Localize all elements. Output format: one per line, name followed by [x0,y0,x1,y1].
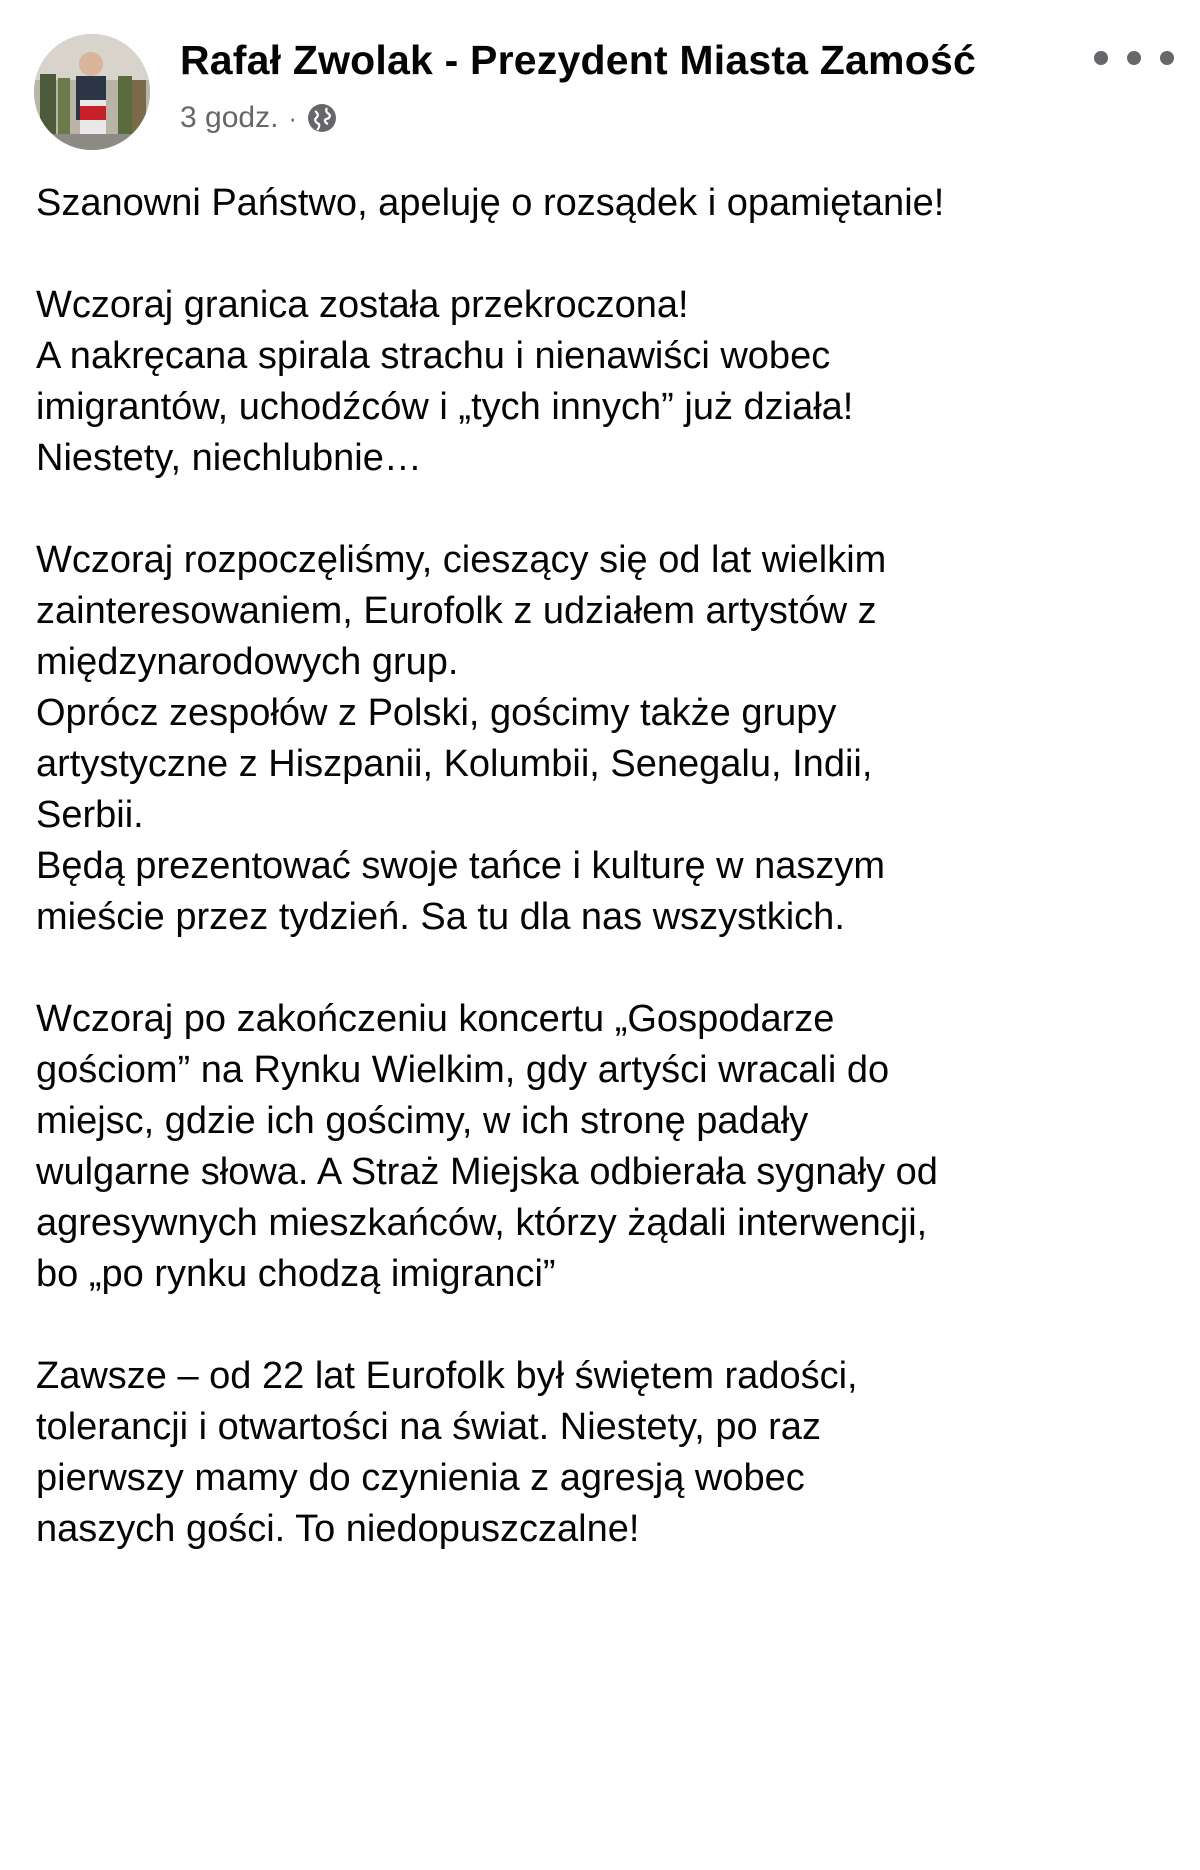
post-paragraph [36,535,1176,943]
text-line: zainteresowaniem, Eurofolk z udziałem artystów z [36,590,877,632]
globe-icon[interactable] [307,103,337,133]
text-line: Zawsze – od 22 lat Eurofolk był świętem radości, [36,1355,858,1397]
text-line: artystyczne z Hiszpanii, Kolumbii, Senegalu, Indii, [36,743,873,785]
text-line: imigrantów, uchodźców i „tych innych” już działa! [36,386,854,428]
post-header [34,30,1174,158]
text-line: pierwszy mamy do czynienia z agresją wobec [36,1457,805,1499]
text-line: Oprócz zespołów z Polski, gościmy także grupy [36,692,837,734]
post-time[interactable]: 3 godz. [180,101,279,134]
text-line: Wczoraj rozpoczęliśmy, cieszący się od lat wielkim [36,539,887,581]
text-line: Będą prezentować swoje tańce i kulturę w naszym [36,845,886,887]
post-paragraph [36,178,1176,229]
post-paragraph [36,1351,1176,1555]
text-line: Serbii. [36,794,144,836]
text-line: naszych gości. To niedopuszczalne! [36,1508,640,1550]
more-horizontal-icon [1127,51,1141,65]
more-options-button[interactable] [1094,40,1174,76]
text-line: Szanowni Państwo, apeluję o rozsądek i opamiętanie! [36,182,945,224]
text-line: tolerancji i otwartości na świat. Niestety, po raz [36,1406,821,1448]
more-horizontal-icon [1094,51,1108,65]
meta-separator: · [288,102,298,133]
text-line: A nakręcana spirala strachu i nienawiści wobec [36,335,831,377]
post-meta [180,96,337,140]
text-line: agresywnych mieszkańców, którzy żądali interwencji, [36,1202,928,1244]
text-line: Wczoraj po zakończeniu koncertu „Gospodarze [36,998,835,1040]
avatar-photo [34,34,150,150]
post-paragraph [36,280,1176,484]
text-line: mieście przez tydzień. Sa tu dla nas wszystkich. [36,896,845,938]
more-horizontal-icon [1160,51,1174,65]
post-paragraph [36,994,1176,1300]
text-line: Wczoraj granica została przekroczona! [36,284,689,326]
post-text [36,178,1176,1606]
text-line: gościom” na Rynku Wielkim, gdy artyści wracali do [36,1049,890,1091]
text-line: międzynarodowych grup. [36,641,459,683]
text-line: wulgarne słowa. A Straż Miejska odbierała sygnały od [36,1151,938,1193]
author-name[interactable]: Rafał Zwolak - Prezydent Miasta Zamość [180,37,976,83]
text-line: Niestety, niechlubnie… [36,437,422,479]
avatar[interactable] [34,34,150,150]
text-line: bo „po rynku chodzą imigranci” [36,1253,556,1295]
text-line: miejsc, gdzie ich gościmy, w ich stronę padały [36,1100,809,1142]
